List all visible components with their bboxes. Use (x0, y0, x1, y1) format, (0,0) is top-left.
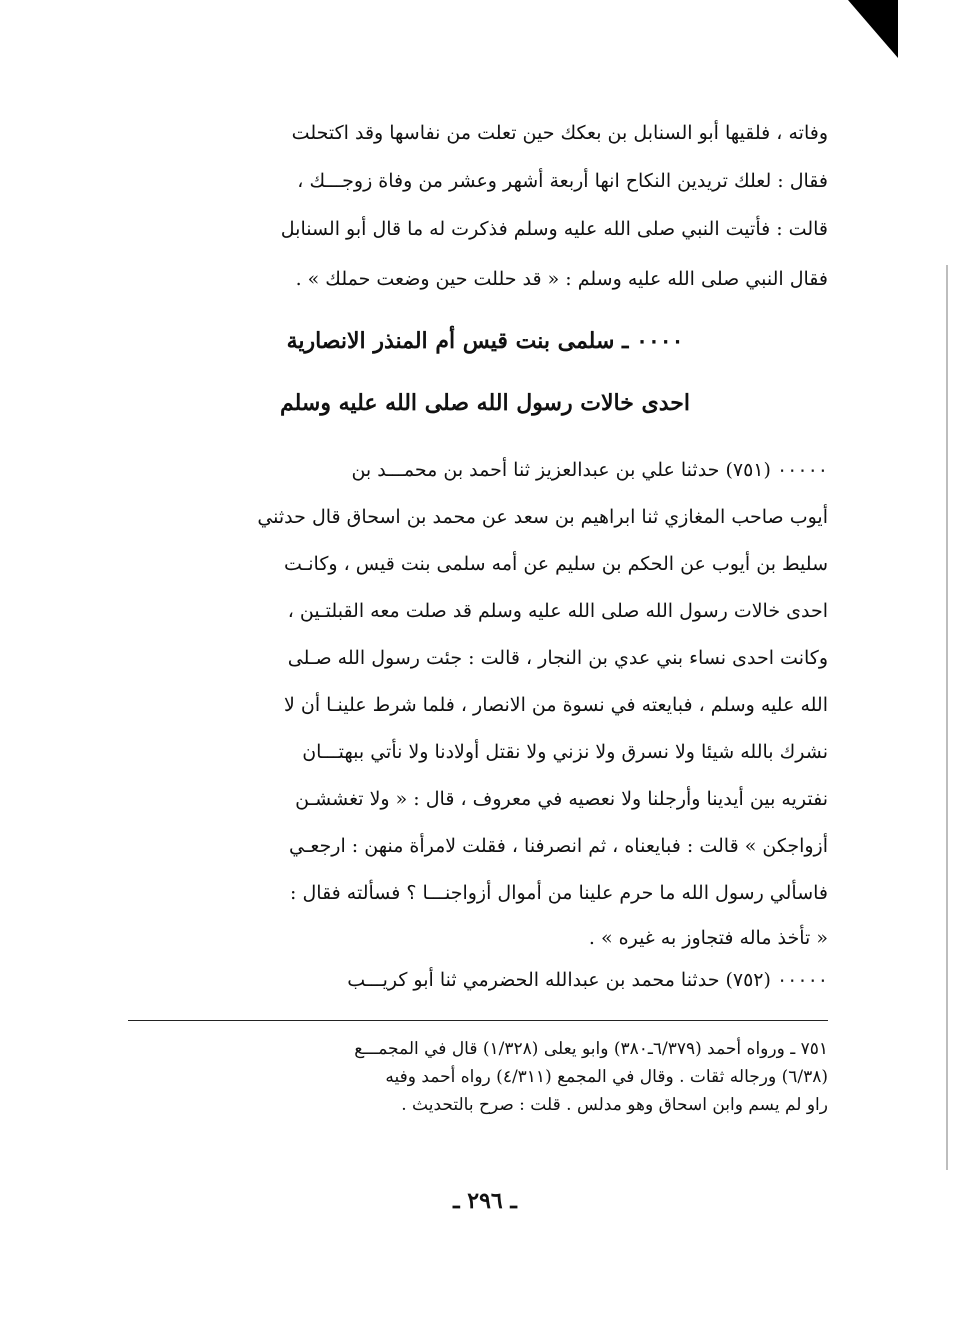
text-line: سليط بن أيوب عن الحكم بن سليم عن أمه سلمى بنت قيس ، وكانـت (284, 553, 828, 575)
footnote-line: ٧٥١ ـ ورواه أحمد (٦/٣٧٩ـ٣٨٠) وابو يعلى (١/٣٢٨) قال في المجمـــع (354, 1039, 828, 1059)
text-line: وكانت احدى نساء بني عدي بن النجار ، قالت : جئت رسول الله صـلى (287, 647, 828, 669)
hadith-751-paragraph (128, 455, 828, 955)
text-line: نشرك بالله شيئا ولا نسرق ولا نزني ولا نقتل أولادنا ولا نأتي ببهتـــان (302, 741, 828, 763)
footnote-divider (128, 1020, 828, 1021)
text-line: وفاته ، فلقيها أبو السنابل بن بعكك حين تعلت من نفاسها وقد اكتحلت (291, 122, 828, 144)
section-subheading: احدى خالات رسول الله صلى الله عليه وسلم (280, 390, 690, 416)
text-line: أزواجكن » قالت : فبايعناه ، ثم انصرفنا ، فقلت لامرأة منهن : ارجعـي (288, 835, 828, 857)
text-line: نفتريه بين أيدينا وأرجلنا ولا نعصيه في معروف ، قال : « ولا تغششـن (295, 788, 828, 810)
text-line: ٠٠٠٠٠ (٧٥٢) حدثنا محمد بن عبدالله الحضرمي ثنا أبو كريـــب (347, 969, 828, 991)
hadith-752-start (128, 965, 828, 1005)
text-line: فقال : لعلك تريدين النكاح انها أربعة أشهر وعشر من وفاة زوجـــك ، (297, 170, 828, 192)
text-line: احدى خالات رسول الله صلى الله عليه وسلم قد صلت معه القبلتـين ، (287, 600, 828, 622)
section-heading: ٠٠٠٠ ـ سلمى بنت قيس أم المنذر الانصارية (286, 328, 684, 354)
footnote-line: راو لم يسم وابن اسحاق وهو مدلس . قلت : صرح بالتحديث . (401, 1095, 828, 1115)
top-paragraph (128, 118, 828, 308)
text-line: « تأخذ ماله فتجاوز به غيره » . (588, 927, 828, 949)
page-number: ـ ٢٩٦ ـ (453, 1188, 517, 1214)
text-line: الله عليه وسلم ، فبايعته في نسوة من الانصار ، فلما شرط علينـا أن لا (284, 694, 828, 716)
corner-scan-mark (848, 0, 898, 58)
text-line: فاسألي رسول الله ما حرم علينا من أموال أزواجنـــا ؟ فسألته فقال : (290, 882, 828, 904)
text-line: أيوب صاحب المغازي ثنا ابراهيم بن سعد عن محمد بن اسحاق قال حدثني (257, 506, 828, 528)
text-line: قالت : فأتيت النبي صلى الله عليه وسلم فذكرت له ما قال أبو السنابل (280, 218, 828, 240)
footnote (128, 1035, 828, 1135)
text-line: ٠٠٠٠٠ (٧٥١) حدثنا علي بن عبدالعزيز ثنا أحمد بن محمـــد بن (351, 459, 828, 481)
footnote-line: (٦/٣٨) ورجاله ثقات . وقال في المجمع (٤/٣١١) رواه أحمد وفيه (385, 1067, 828, 1087)
text-line: فقال النبي صلى الله عليه وسلم : « قد حللت حين وضعت حملك » . (295, 268, 828, 290)
